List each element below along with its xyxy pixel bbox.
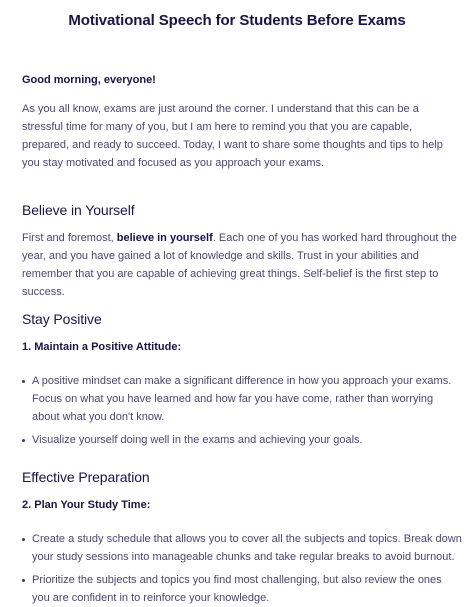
believe-emphasis: believe in yourself: [116, 232, 213, 244]
section-heading-believe: Believe in Yourself: [22, 202, 135, 218]
greeting: Good morning, everyone!: [22, 74, 156, 86]
list-item-text: Create a study schedule that allows you to cover all the subjects and topics. Break down your study sessions into manageable chunks and take regular breaks to avoid burnout.: [32, 533, 462, 563]
believe-paragraph: [22, 229, 460, 301]
list-item: [22, 431, 462, 449]
believe-text-before: First and foremost,: [22, 232, 117, 244]
list-item-text: Visualize yourself doing well in the exams and achieving your goals.: [32, 434, 363, 446]
subheading-positive-attitude: 1. Maintain a Positive Attitude:: [22, 341, 182, 353]
bullet-dot-icon: [22, 380, 25, 383]
bullet-dot-icon: [22, 579, 25, 582]
bullet-dot-icon: [22, 538, 25, 541]
section-heading-stay-positive: Stay Positive: [22, 311, 102, 327]
study-time-list: [22, 530, 462, 607]
list-item: [22, 372, 462, 426]
intro-paragraph: As you all know, exams are just around the corner. I understand that this can be a stressful time for many of you, but I am here to remind you that you are capable, prepared, and ready to succeed. Today, I want to share some thoughts and tips to help you stay motivated and focused as you approach your exams.: [22, 103, 443, 169]
page-title: Motivational Speech for Students Before Exams: [68, 12, 406, 29]
section-heading-effective-preparation: Effective Preparation: [22, 469, 150, 485]
list-item: [22, 530, 462, 566]
believe-text-after: . Each one of you has worked hard throughout the year, and you have gained a lot of knowledge and skills. Trust in your abilities and remember that you are capable of achieving great things. Self-belief is the first step to success.: [22, 232, 457, 298]
list-item: [22, 571, 462, 607]
subheading-plan-study-time: 2. Plan Your Study Time:: [22, 499, 151, 511]
list-item-text: A positive mindset can make a significant difference in how you approach your exams. Focus on what you have learned and how far you have come, rather than worrying about what you don't know.: [32, 375, 452, 423]
bullet-dot-icon: [22, 439, 25, 442]
list-item-text: Prioritize the subjects and topics you find most challenging, but also review the ones you are confident in to reinforce your knowledge.: [32, 574, 442, 604]
positive-attitude-list: [22, 372, 462, 449]
